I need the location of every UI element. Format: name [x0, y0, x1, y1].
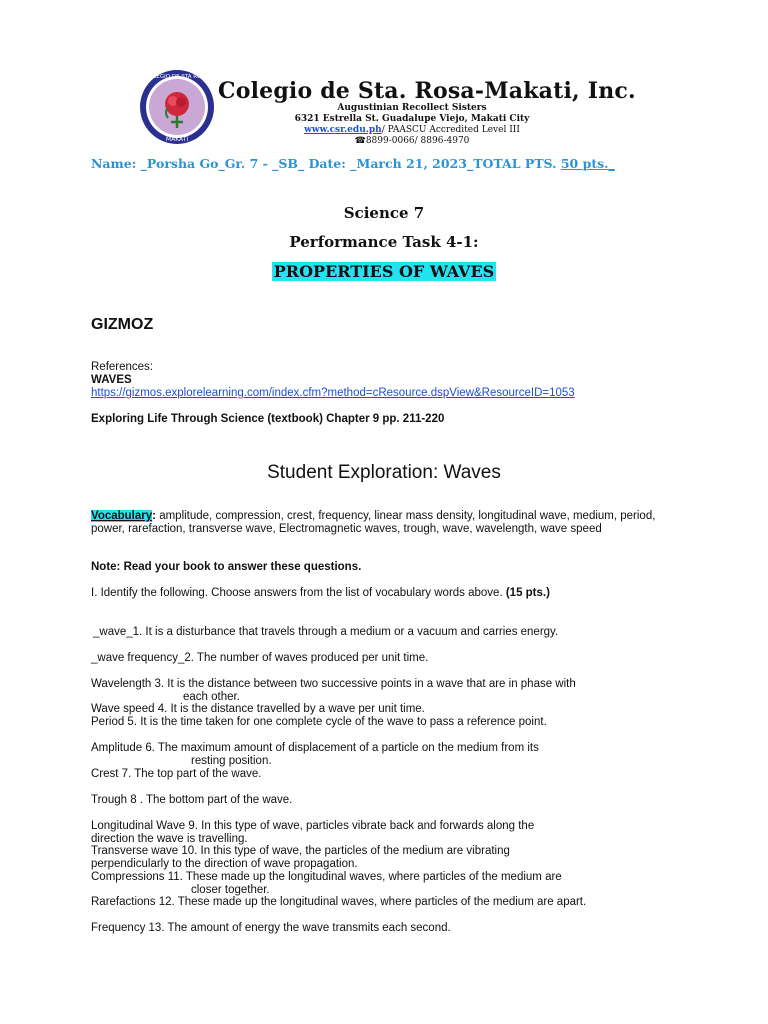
school-name: Colegio de Sta. Rosa-Makati, Inc. [218, 78, 636, 104]
question-13: Frequency 13. The amount of energy the wave transmits each second. [91, 922, 451, 934]
reference-url-link[interactable]: https://gizmos.explorelearning.com/index.cfm?method=cResource.dspView&ResourceID=1053 [91, 387, 575, 399]
question-4: Wave speed 4. It is the distance travelled by a wave per unit time. [91, 703, 425, 715]
address-street: 6321 Estrella St. Guadalupe Viejo, Makati City [294, 114, 530, 124]
section-heading-gizmoz: GIZMOZ [91, 316, 154, 333]
task-title: Performance Task 4-1: [289, 233, 479, 251]
vocabulary-paragraph: Vocabulary: amplitude, compression, crest, frequency, linear mass density, longitudinal wave, medium, period, power, rarefaction, transverse wave, Electromagnetic waves, trough, wave, wavelength, wave speed [91, 510, 656, 535]
subject-title: Science 7 [343, 204, 425, 222]
address-phone [0, 136, 768, 147]
accreditation-text: / PAASCU Accredited Level III [381, 125, 520, 135]
question-1: _wave_1. It is a disturbance that travels through a medium or a vacuum and carries energy. [93, 626, 559, 638]
question-10: Transverse wave 10. In this type of wave, the particles of the medium are vibrating perpendicularly to the direction of wave propagation. [91, 845, 510, 870]
address-congregation: Augustinian Recollect Sisters [337, 103, 487, 113]
reference-waves: WAVES [91, 374, 132, 386]
instruction-points: (15 pts.) [505, 587, 550, 599]
exploration-title: Student Exploration: Waves [267, 462, 501, 483]
question-5: Period 5. It is the time taken for one complete cycle of the wave to pass a reference point. [91, 716, 547, 728]
total-points: 50 pts._ [560, 156, 615, 171]
website-link[interactable]: www.csr.edu.ph [304, 125, 382, 135]
question-7: Crest 7. The top part of the wave. [91, 768, 262, 780]
vocabulary-words: amplitude, compression, crest, frequency, linear mass density, longitudinal wave, medium, period, power, rarefaction, transverse wave, Electromagnetic waves, trough, wave, wavelength, wave speed [91, 510, 656, 535]
svg-text:MAKATI: MAKATI [165, 136, 189, 143]
phone-icon: ☎ [354, 136, 366, 146]
references-label: References: [91, 361, 154, 373]
question-11: Compressions 11. These made up the longitudinal waves, where particles of the medium are closer together. [91, 871, 562, 896]
instruction-text: I. Identify the following. Choose answers from the list of vocabulary words above. (15 pts.) [91, 587, 550, 599]
phone-numbers: 8899-0066/ 8896-4970 [365, 136, 470, 146]
vocabulary-label: Vocabulary [91, 510, 153, 522]
question-12: Rarefactions 12. These made up the longitudinal waves, where particles of the medium are apart. [91, 896, 587, 908]
question-9: Longitudinal Wave 9. In this type of wave, particles vibrate back and forwards along the direction the wave is travelling. [91, 820, 535, 845]
question-6: Amplitude 6. The maximum amount of displacement of a particle on the medium from its resting position. [91, 742, 539, 767]
main-title: PROPERTIES OF WAVES [273, 262, 495, 281]
question-3: Wavelength 3. It is the distance between two successive points in a wave that are in phase with each other. [91, 678, 576, 703]
address-website [0, 125, 768, 136]
student-info-line: Name: _Porsha Go_Gr. 7 - _SB_ Date: _March 21, 2023_TOTAL PTS. 50 pts._ [91, 156, 615, 171]
note-text: Note: Read your book to answer these questions. [91, 561, 362, 573]
reference-textbook: Exploring Life Through Science (textbook) Chapter 9 pp. 211-220 [91, 413, 445, 425]
question-2: _wave frequency_2. The number of waves produced per unit time. [91, 652, 429, 664]
question-8: Trough 8 . The bottom part of the wave. [91, 794, 293, 806]
logo-text: COLEGIO DE STA ROSA [145, 74, 209, 80]
